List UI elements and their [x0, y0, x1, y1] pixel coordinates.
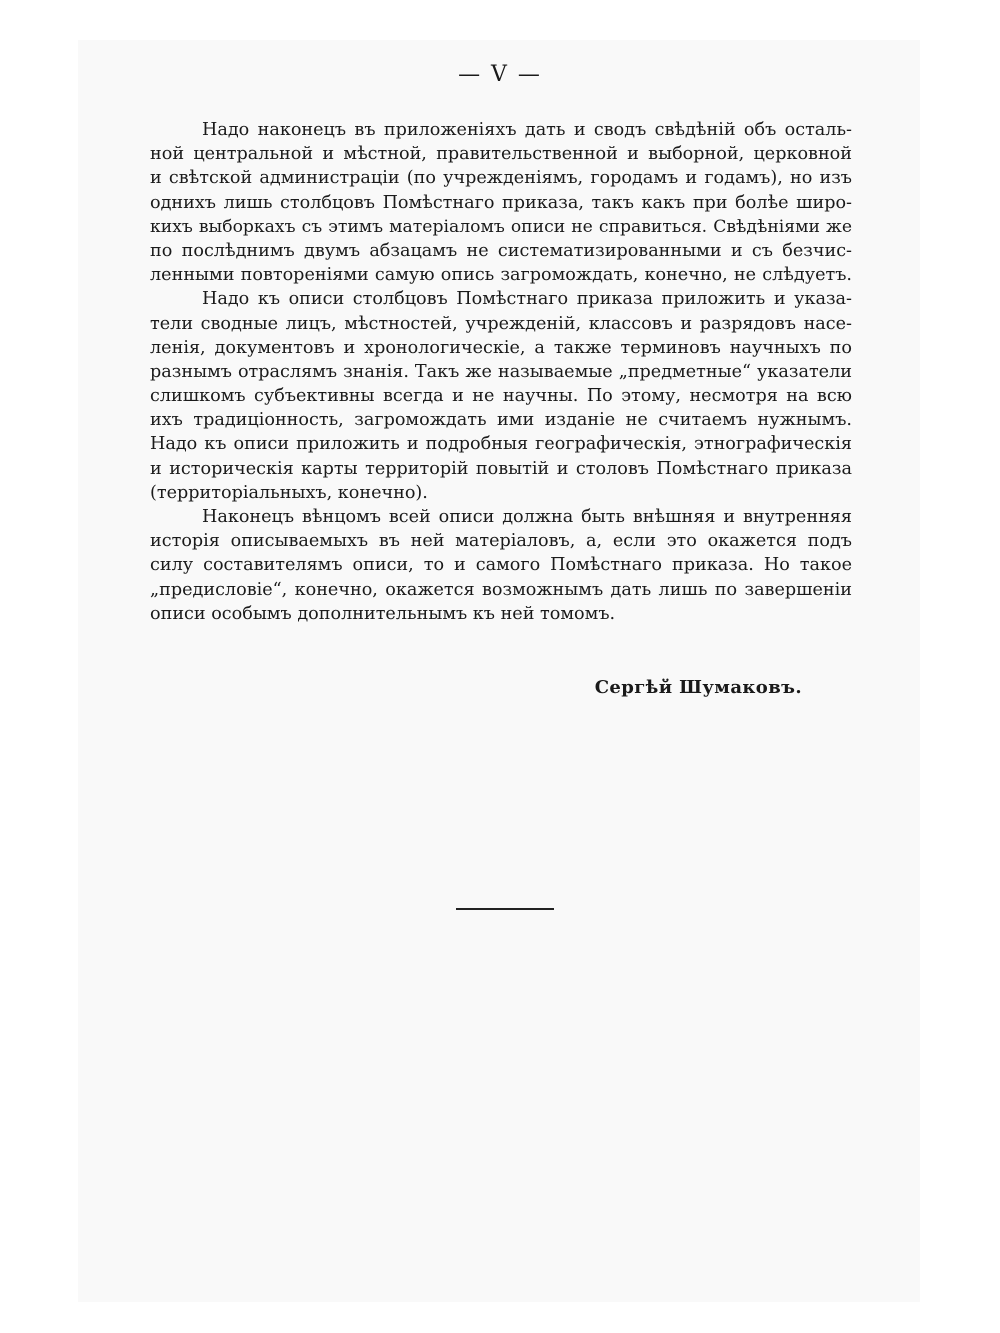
text-line: по послѣднимъ двумъ абзацамъ не систематизированными и съ безчис-	[150, 240, 852, 261]
end-rule	[456, 908, 554, 910]
text-line: и историческія карты территорій повытій и столовъ Помѣстнаго приказа	[150, 458, 852, 479]
text-line: описи особымъ дополнительнымъ къ ней томомъ.	[150, 603, 616, 624]
page-number: — V —	[458, 62, 542, 87]
text-line: однихъ лишь столбцовъ Помѣстнаго приказа, такъ какъ при болѣе широ-	[150, 192, 852, 213]
author-signature: Сергѣй Шумаковъ.	[594, 677, 802, 698]
body-text	[150, 118, 852, 626]
text-line: силу составителямъ описи, то и самого Помѣстнаго приказа. Но такое	[150, 555, 852, 576]
text-line: Надо къ описи приложить и подробныя географическія, этнографическія	[150, 434, 852, 455]
text-line: Надо къ описи столбцовъ Помѣстнаго приказа приложить и указа-	[202, 289, 852, 310]
text-line: ной центральной и мѣстной, правительственной и выборной, церковной	[150, 144, 852, 165]
text-line: слишкомъ субъективны всегда и не научны. По этому, несмотря на всю	[150, 386, 852, 407]
text-line: тели сводные лицъ, мѣстностей, учрежденій, классовъ и разрядовъ насе-	[150, 313, 852, 334]
text-line: и свѣтской администраціи (по учрежденіямъ, городамъ и годамъ), но изъ	[150, 168, 852, 189]
text-line: исторія описываемыхъ въ ней матеріаловъ, а, если это окажется подъ	[150, 531, 852, 552]
text-line: ленными повтореніями самую опись загромождать, конечно, не слѣдуетъ.	[150, 265, 852, 286]
text-line: Наконецъ вѣнцомъ всей описи должна быть внѣшняя и внутренняя	[202, 507, 852, 527]
text-line: Надо наконецъ въ приложеніяхъ дать и сводъ свѣдѣній объ осталь-	[202, 120, 852, 140]
text-line: разнымъ отраслямъ знанія. Такъ же называемые „предметные“ указатели	[150, 361, 852, 382]
text-line: ихъ традиціонность, загромождать ими изданіе не считаемъ нужнымъ.	[150, 410, 852, 431]
text-line: (территоріальныхъ, конечно).	[150, 482, 428, 503]
text-line: ленія, документовъ и хронологическіе, а также терминовъ научныхъ по	[150, 337, 852, 358]
text-line: кихъ выборкахъ съ этимъ матеріаломъ описи не справиться. Свѣдѣніями же	[150, 216, 852, 237]
text-line: „предисловіе“, конечно, окажется возможнымъ дать лишь по завершеніи	[150, 579, 852, 600]
